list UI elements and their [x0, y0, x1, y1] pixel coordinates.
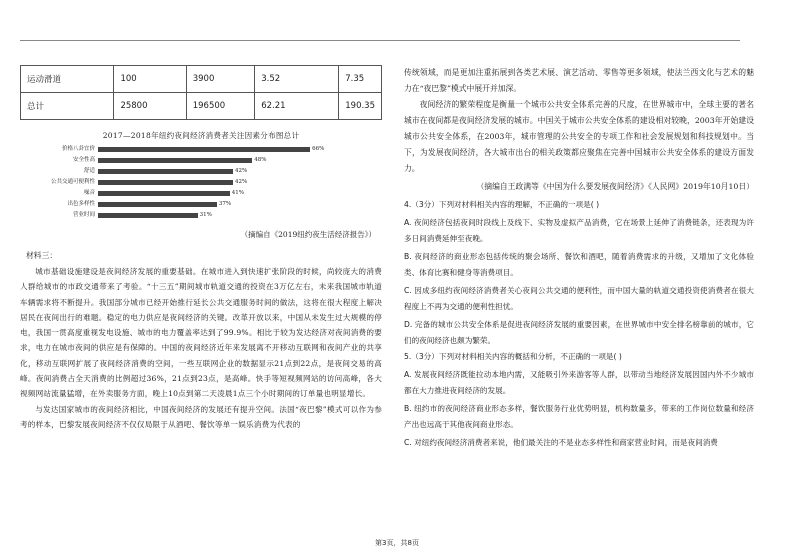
chart-category-label: 出色多样性 — [67, 201, 95, 207]
chart-value-label: 48% — [254, 157, 267, 163]
chart-category-label: 价格八卦宜价 — [61, 146, 95, 152]
chart-row — [20, 200, 382, 209]
chart-bar — [98, 202, 217, 207]
chart-category-label: 公共交通可便利性 — [50, 179, 95, 185]
right-paragraph-2: 夜间经济的繁荣程度是衡量一个城市公共安全体系完善的尺度，在世界城市中，全球主要的著名城市在夜间都是夜间经济发展的城市。中国关于城市公共安全体系的建设相对较晚，2003年开始建设城市公共安全体系，在2003年，城市管理的公共安全的专项工作和社会发展规划和科技规划中。当下，为发展夜间经济，各大城市出台的相关政策都应聚焦在完善中国城市公共安全体系的建设方面发力。 — [404, 100, 754, 173]
chart-row — [20, 211, 382, 220]
chart-value-label: 31% — [199, 212, 212, 218]
chart-value-label: 37% — [218, 201, 232, 207]
top-rule — [20, 40, 740, 41]
table-cell: 25800 — [114, 93, 186, 120]
left-paragraph-2: 与发达国家城市的夜间经济相比，中国夜间经济的发展还有提升空间。法国“夜巴黎”模式可以作为参考的样本，巴黎发展夜间经济不仅仅局限于从酒吧、餐饮等单一娱乐消费为代表的 — [20, 404, 382, 429]
chart-bar — [98, 147, 310, 152]
question-4-stem: 4.（3分）下列对材料相关内容的理解，不正确的一项是( ) — [404, 200, 600, 209]
article-source: （摘编自王政满等《中国为什么要发展夜间经济》《人民网》2019年10月10日） — [476, 182, 754, 191]
chart-value-label: 66% — [312, 146, 325, 152]
material-label: 材料三： — [26, 251, 58, 260]
question-4-option-c: C. 因成多纽约夜间经济消费者关心夜间公共交通的便利性，而中国大量的轨道交通投资使消费者在很大程度上不再为交通的便利性担忧。 — [404, 286, 754, 311]
chart-category-label: 舒适 — [83, 168, 95, 174]
chart-category-label: 噪音 — [83, 190, 95, 196]
chart-value-label: 42% — [235, 168, 248, 174]
table-cell: 100 — [114, 66, 186, 93]
table-row — [21, 93, 382, 120]
table-cell: 总计 — [21, 93, 114, 120]
chart-value-label: 42% — [235, 179, 248, 185]
chart-row — [20, 145, 382, 154]
left-paragraph-1: 城市基础设施建设是夜间经济发展的重要基础。在城市进入到快速扩张阶段的时候，尚较庞大的消费人群给城市的市政交通带来了考验。“十三五”期间城市轨道交通的投资在3万亿左右，未来我国城市轨道车辆需求将不断提升。我国部分城市已经开始推行延长公共交通服务时间的做法，这将在很大程度上解决居民在夜间出行的难题。稳定的电力供应是夜间经济的关键。改革开放以来，中国从未发生过大规模的停电，我国一贯高度重视发电设施、城市的电力覆盖率达到了99.9%。相比于较为发达经济对夜间消费的要求，电力在城市夜间的供应是有保障的。中国的夜间经济近年来发展离不开移动互联网和夜间产业的共享化，移动互联网扩展了夜间经济消费的空间，一些互联网企业的数据显示21点到22点，是夜间交易的高峰。夜间消费占全天消费的比例超过36%，21点到23点，是高峰。快手等短视频网站的访问高峰，各大视频网站流量猛增，在外卖服务方面，晚上10点到第二天凌晨1点三个小时期间的订单量也明显增长。 — [20, 267, 382, 399]
chart-source: （摘编自《2019纽约夜生活经济报告》） — [240, 230, 376, 239]
table-cell: 7.35 — [339, 66, 382, 93]
question-4-option-b: B. 夜间经济的商业形态包括传统的聚会场所、餐饮和酒吧，随着消费需求的升级，又增加了文化体验类、体育比赛和健身等消费项目。 — [404, 252, 754, 277]
chart-bar — [98, 158, 252, 163]
table-cell: 3900 — [186, 66, 255, 93]
chart-title: 2017—2018年纽约夜间经济消费者关注因素分布图总计 — [102, 131, 300, 140]
right-paragraph-1: 传统领域，而是更加注重拓展到各类艺术展、演艺活动、零售等更多领域，使法兰西文化与艺术的魅力在“夜巴黎”模式中展开并加深。 — [404, 68, 754, 93]
question-4-option-d: D. 完备的城市公共安全体系是促进夜间经济发展的重要因素，在世界城市中安全排名榜靠前的城市，它们的夜间经济也颇为繁荣。 — [404, 320, 754, 345]
question-4-option-a: A. 夜间经济包括夜间时段线上及线下、实物及虚拟产品消费，它在场景上延伸了消费链条，还表现为许多日间消费延伸至夜晚。 — [404, 218, 754, 243]
table-cell: 运动滑道 — [21, 66, 114, 93]
chart-row — [20, 167, 382, 176]
chart-value-label: 41% — [231, 190, 245, 196]
question-5-stem: 5.（3分）下列对材料相关内容的概括和分析，不正确的一项是( ) — [404, 352, 622, 361]
right-column — [404, 65, 754, 451]
chart-row — [20, 178, 382, 187]
chart-bar — [98, 213, 198, 218]
chart-bar — [98, 180, 233, 185]
chart-bar — [98, 191, 230, 196]
page-number: 第3页，共8页 — [375, 539, 419, 547]
table-row — [21, 66, 382, 93]
chart-bar — [98, 169, 233, 174]
chart-row — [20, 156, 382, 165]
chart-category-label: 安全性高 — [72, 157, 95, 163]
bar-chart — [20, 145, 382, 225]
question-5-option-b: B. 纽约市的夜间经济商业形态多样，餐饮服务行业优势明显，机构数量多，带来的工作岗位数量和经济产出也远高于其他夜间商业形态。 — [404, 404, 754, 429]
question-5-option-c: C. 对纽约夜间经济消费者来说，他们最关注的不是业态多样性和商家营业时间，而是夜间消费 — [404, 438, 718, 447]
chart-category-label: 营业时间 — [72, 212, 95, 218]
table-cell: 3.52 — [255, 66, 339, 93]
table-cell: 62.21 — [255, 93, 339, 120]
table-cell: 190.35 — [339, 93, 382, 120]
table-cell: 196500 — [186, 93, 255, 120]
chart-row — [20, 189, 382, 198]
stats-table — [20, 65, 382, 120]
question-5-option-a: A. 发展夜间经济既能拉动本地内需，又能吸引外来游客等人群，以带动当地经济发展因国内外不少城市都在大力推进夜间经济的发展。 — [404, 370, 754, 395]
left-column — [20, 65, 382, 432]
